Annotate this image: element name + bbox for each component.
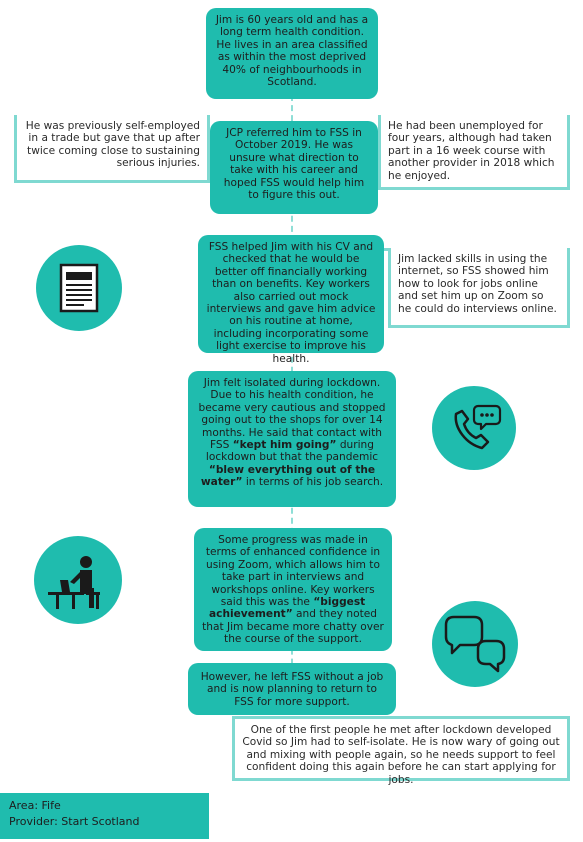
internet-skills-text: Jim lacked skills in using the internet, so FSS showed him how to look for jobs online and set him up on Zoom so he could do interviews online.	[398, 253, 557, 315]
jcp-referral-box	[210, 121, 378, 214]
self-employed-text: He was previously self-employed in a trade but gave that up after twice coming close to sustaining serious injuries.	[25, 120, 200, 170]
fss-help-text: FSS helped Jim with his CV and checked that he would be better off financially working than on benefits. Key workers also carried out mock interviews and gave him advice on his routine at home, including incorporating some light exercise to improve his health.	[206, 241, 376, 365]
unemployed-text: He had been unemployed for four years, although had taken part in a 16 week course with another provider in 2018 which he enjoyed.	[388, 120, 555, 182]
fss-help-box	[198, 235, 384, 365]
lockdown-text-3: in terms of his job search.	[242, 476, 384, 489]
lockdown-box	[188, 371, 396, 507]
area-provider-legend	[0, 793, 209, 839]
lockdown-text-1: Jim felt isolated during lockdown. Due to his health condition, he became very cautious and stopped going out to the shops for over 14 months. He said that contact with FSS	[198, 377, 386, 452]
jcp-referral-text: JCP referred him to FSS in October 2019. He was unsure what direction to take with his career and hoped FSS would help him to figure this out.	[223, 127, 365, 202]
self-employed-box	[14, 115, 210, 183]
phone-icon	[432, 386, 516, 470]
quote-biggest-achievement: “biggest achievement”	[209, 596, 366, 621]
outcome-text: However, he left FSS without a job and is now planning to return to FSS for more support.	[200, 671, 384, 708]
speech-bubbles-icon	[432, 601, 518, 687]
area-label: Area: Fife	[9, 799, 61, 812]
progress-box	[194, 528, 392, 651]
progress-text-2: and they noted that Jim became more chatty over the course of the support.	[202, 608, 384, 646]
progress-text-1: Some progress was made in terms of enhanced confidence in using Zoom, which allows him to take part in interviews and workshops online. Key workers said this was the	[205, 534, 381, 609]
covid-note-text: One of the first people he met after lockdown developed Covid so Jim had to self-isolate. He is now wary of going out and mixing with people again, so he needs support to feel confident doing this again before he can start applying for jobs.	[242, 724, 560, 786]
outcome-box	[188, 663, 396, 715]
unemployed-box	[378, 115, 570, 190]
document-icon	[36, 245, 122, 331]
provider-label: Provider: Start Scotland	[9, 815, 140, 828]
lockdown-text-2: during lockdown but that the pandemic	[205, 439, 379, 464]
quote-blew-everything: “blew everything out of the water”	[200, 463, 376, 489]
intro-text: Jim is 60 years old and has a long term health condition. He lives in an area classified as within the most deprived 40% of neighbourhoods in Scotland.	[215, 14, 369, 89]
person-laptop-icon	[34, 536, 122, 624]
covid-note-box	[232, 716, 570, 786]
intro-box	[206, 8, 378, 99]
internet-skills-box	[388, 248, 570, 328]
quote-kept-him-going: “kept him going”	[232, 439, 337, 452]
